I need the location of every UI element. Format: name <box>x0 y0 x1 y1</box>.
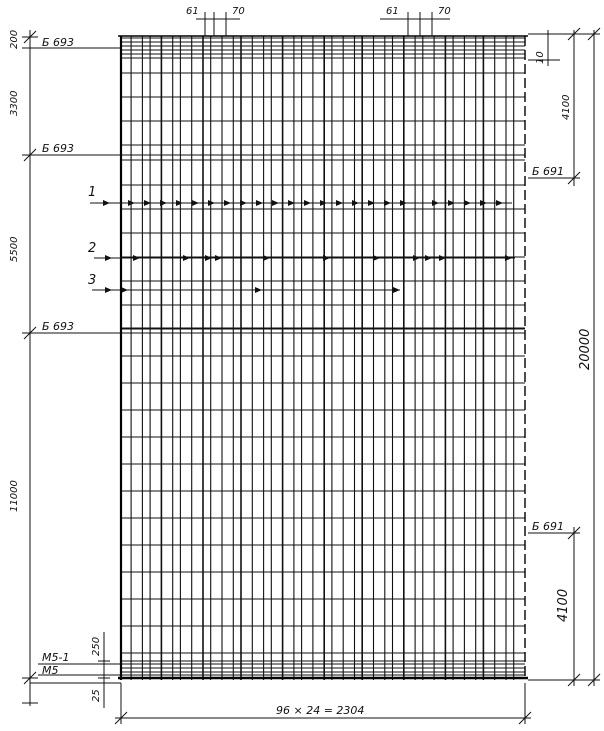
dim-250: 250 <box>91 636 102 656</box>
dim-11000: 11000 <box>9 480 20 512</box>
callout-1: 1 <box>88 185 97 200</box>
vertical-bars <box>131 36 514 680</box>
callout-3: 3 <box>88 273 97 288</box>
label-b693-top: Б 693 <box>42 36 75 49</box>
dim-5500: 5500 <box>9 236 20 262</box>
dim-70-left: 70 <box>232 6 245 17</box>
callout-leaders <box>90 203 515 290</box>
dim-200: 200 <box>9 29 20 49</box>
arrow-markers <box>103 200 512 293</box>
label-b691-bottom: Б 691 <box>532 520 565 533</box>
dim-70-right: 70 <box>438 6 451 17</box>
dim-61-right: 61 <box>386 6 399 17</box>
label-m5: М5 <box>42 664 59 677</box>
label-b691-top: Б 691 <box>532 165 565 178</box>
cage-outline <box>118 36 528 680</box>
dim-4100-bottom: 4100 <box>556 588 571 622</box>
dim-20000: 20000 <box>578 328 593 370</box>
dim-25: 25 <box>91 689 102 702</box>
label-b693-low: Б 693 <box>42 320 75 333</box>
callout-2: 2 <box>88 241 97 256</box>
dim-bottom-total: 96 × 24 = 2304 <box>276 704 365 717</box>
dim-4100-top: 4100 <box>561 94 572 120</box>
label-m5-1: М5-1 <box>42 651 70 664</box>
dim-61-left: 61 <box>186 6 199 17</box>
dim-10: 10 <box>535 51 546 64</box>
left-dimension-chain <box>22 30 110 708</box>
dim-3300: 3300 <box>9 90 20 116</box>
label-b693-mid: Б 693 <box>42 142 75 155</box>
